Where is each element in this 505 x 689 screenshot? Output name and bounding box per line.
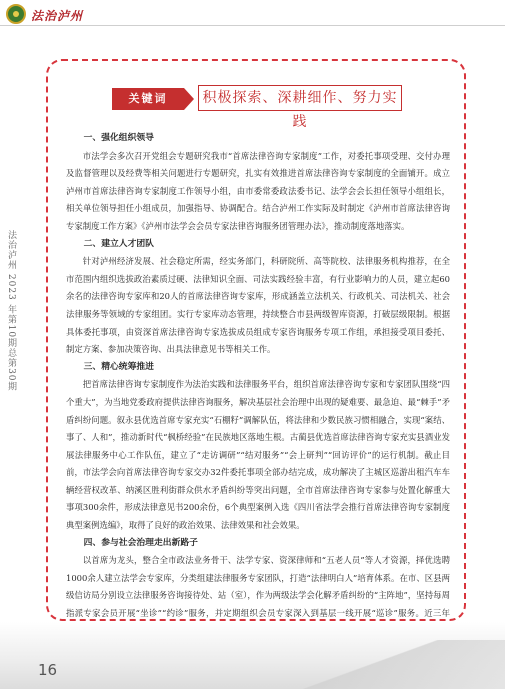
section-heading: 四、参与社会治理走出新路子 (83, 537, 198, 548)
section-paragraph: 把首席法律咨询专家制度作为法治实践和法律服务平台，组织首席法律咨询专家和专家团队围绕“四个重大”，为当地党委政府提供法律咨询服务，解决基层社会治理中出现的疑难要、最急迫、最“棘手”矛盾纠纷问题。叙永县优选首席专家充实“石棚籽”调解队伍，将法律和少数民族习惯相融合，实现“案结、事了、人和”，推动新时代“枫桥经验”在民族地区落地生根。古蔺县优选首席法律咨询专家充实县酒业发展法律服务中心工作队伍，建立了“走访调研”“结对服务”“会上研判”“回访评价”的运行机制。截止目前，市法学会向首席法律咨询专家交办32件委托事项全部办结完成，成功解决了主城区巡游出租汽车车辆经营权改革、纳溪区胜利街群众供水矛盾纠纷等突出问题，全市首席法律咨询专家参与处置化解重大事项300余件，形成法律意见书200余份，6个典型案例入选《四川省法学会推行首席法律咨询专家制度典型案例选编》，取得了良好的政治效果、法律效果和社会效果。 (66, 379, 450, 531)
keyword-tag: 关键词 (112, 88, 184, 110)
section-paragraph: 以首席为龙头，整合全市政法业务骨干、法学专家、资深律师和“五老人员”等人才资源，择优选聘1000余人建立法学会专家库，分类组建法律服务专家团队，打造“法律明白人”培育体系。在市、区县两级信访局分别设立法律服务咨询接待处、站（室），作为两级法学会化解矛盾纠纷的“主阵地”，坚持每周指派专家会员开展“坐诊”“约诊”服务，并定期组织会员专家深入到基层一线开展“巡诊”服务。近三年 (66, 555, 450, 619)
landscape-decoration (300, 640, 505, 689)
section-paragraph: 针对泸州经济发展、社会稳定所需，经实务部门，科研院所、高等院校、法律服务机构推荐，在全市范围内组织选拔政治素质过硬、法律知识全面、司法实践经验丰富，有行业影响力的人员，建立起60余名的法律咨询专家库和20人的首席法律咨询专家库，形成涵盖立法机关、行政机关、司法机关、社会法律服务等领域的专家组团。实行专家库动态管理，持续整合市县两级智库资源，打破层级限制。根据具体委托事项，由资深首席法律咨询专家选拔成员组成专家咨询服务专项工作组，承担接受项目委托、制定方案、参加决策咨询、出具法律意见书等相关工作。 (66, 256, 450, 355)
section-paragraph: 市法学会多次召开党组会专题研究我市“首席法律咨询专家制度”工作，对委托事项受理、交付办理及监督管理以及经费等相关问题进行专题研究，扎实有效推进首席法律咨询专家制度的全面铺开。成立泸州市首席法律咨询专家制度工作领导小组，由市委常委政法委书记、法学会会长担任领导小组组长，相关单位领导担任小组成员，加强指导、协调配合。结合泸州工作实际及时制定《泸州市首席法律咨询专家制度工作方案》《泸州市法学会会员专家法律咨询服务团管理办法》，推动制度落地落实。 (66, 150, 450, 231)
section-heading: 二、建立人才团队 (83, 238, 154, 249)
logo-emblem (6, 4, 26, 24)
section-heading: 三、精心统筹推进 (83, 361, 154, 372)
article-body (66, 130, 450, 640)
page-number: 16 (38, 661, 58, 679)
issue-side-label: 法治泸州 2023 年第10期总第30期 (6, 230, 16, 392)
brand-title: 法治泸州 (31, 9, 84, 23)
header-divider (0, 25, 505, 26)
section-heading: 一、强化组织领导 (83, 133, 154, 143)
headline: 积极探索、深耕细作、努力实践 (198, 85, 402, 111)
